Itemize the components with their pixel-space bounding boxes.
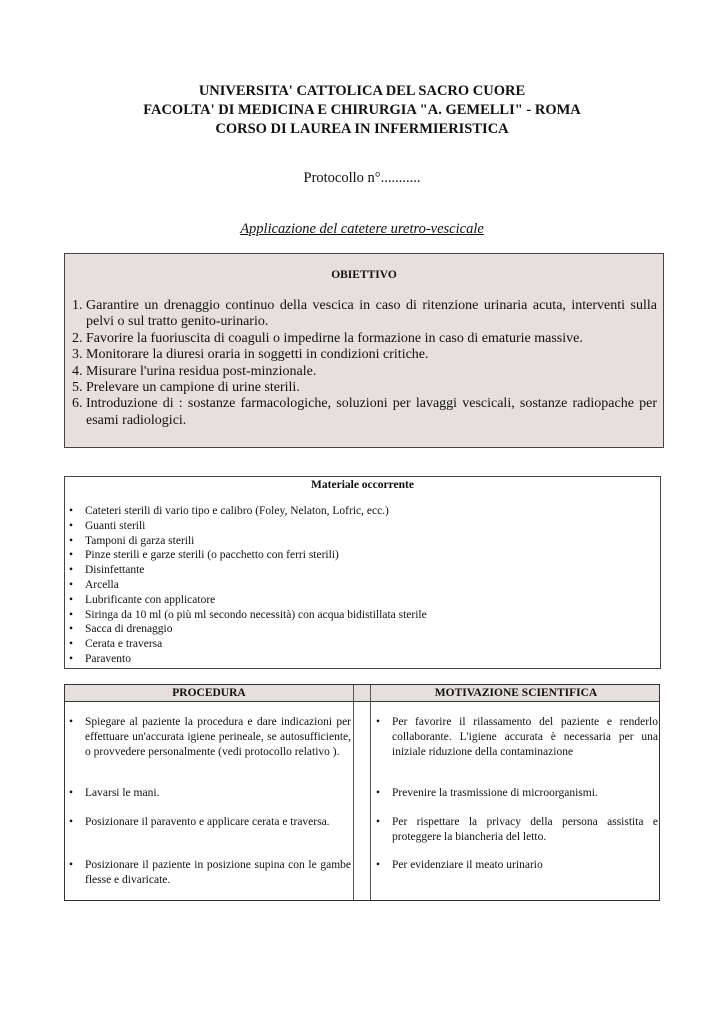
procedure-table-header (65, 685, 659, 702)
motivation-text: Per rispettare la privacy della persona assistita e proteggere la biancheria del letto. (392, 816, 658, 843)
motivation-column-header: MOTIVAZIONE SCIENTIFICA (434, 687, 598, 699)
procedure-cell (65, 715, 351, 759)
bullet-icon: • (376, 859, 381, 871)
material-item: • Arcella (65, 578, 660, 593)
procedure-text: Posizionare il paravento e applicare cerata e traversa. (85, 816, 330, 828)
bullet-icon: • (376, 816, 381, 828)
material-item: • Guanti sterili (65, 519, 660, 534)
bullet-icon: • (69, 787, 74, 799)
materials-heading: Materiale occorrente (311, 479, 414, 491)
material-item: • Siringa da 10 ml (o più ml secondo necessità) con acqua bidistillata sterile (65, 608, 660, 623)
materials-box (64, 476, 661, 669)
procedure-text: Lavarsi le mani. (85, 787, 160, 799)
course-name: CORSO DI LAUREA IN INFERMIERISTICA (215, 121, 509, 137)
column-divider (353, 685, 354, 900)
motivation-text: Per favorire il rilassamento del paziente e renderlo collaborante. L'igiene accurata è necessaria per una iniziale riduzione della contaminazione (392, 716, 658, 758)
procedure-table (64, 684, 660, 901)
motivation-text: Prevenire la trasmissione di microorganismi. (392, 787, 598, 799)
material-item: • Pinze sterili e garze sterili (o pacchetto con ferri sterili) (65, 548, 660, 563)
faculty-name: FACOLTA' DI MEDICINA E CHIRURGIA "A. GEMELLI" - ROMA (143, 102, 581, 118)
document-header (0, 82, 724, 139)
objective-item: 4. Misurare l'urina residua post-minzionale. (86, 364, 657, 380)
bullet-icon: • (69, 716, 74, 728)
motivation-cell (372, 858, 658, 873)
objective-box (64, 253, 664, 448)
motivation-cell (372, 715, 658, 759)
material-item: • Lubrificante con applicatore (65, 593, 660, 608)
objective-list (65, 298, 663, 429)
material-item: • Sacca di drenaggio (65, 622, 660, 637)
material-item: • Cerata e traversa (65, 637, 660, 652)
bullet-icon: • (376, 787, 381, 799)
objective-item: 1. Garantire un drenaggio continuo della vescica in caso di ritenzione urinaria acuta, interventi sulla pelvi o sul tratto genito-urinario. (86, 298, 657, 331)
material-item: • Cateteri sterili di vario tipo e calibro (Foley, Nelaton, Lofric, ecc.) (65, 504, 660, 519)
bullet-icon: • (69, 859, 74, 871)
procedure-cell (65, 786, 351, 801)
motivation-cell (372, 786, 658, 801)
objective-item: 3. Monitorare la diuresi oraria in soggetti in condizioni critiche. (86, 347, 657, 363)
procedure-column-header: PROCEDURA (172, 687, 246, 699)
material-item: • Tamponi di garza sterili (65, 534, 660, 549)
protocol-number: Protocollo n°........... (303, 170, 421, 186)
document-title: Applicazione del catetere uretro-vescicale (240, 221, 484, 237)
procedure-cell (65, 858, 351, 888)
bullet-icon: • (376, 716, 381, 728)
objective-heading: OBIETTIVO (331, 269, 397, 281)
column-divider (370, 685, 371, 900)
objective-item: 6. Introduzione di : sostanze farmacologiche, soluzioni per lavaggi vescicali, sostanze radiopache per esami radiologici. (86, 396, 657, 429)
motivation-cell (372, 815, 658, 845)
motivation-text: Per evidenziare il meato urinario (392, 859, 543, 871)
bullet-icon: • (69, 816, 74, 828)
procedure-cell (65, 815, 351, 830)
materials-list (65, 504, 660, 667)
objective-item: 5. Prelevare un campione di urine sterili. (86, 380, 657, 396)
procedure-text: Posizionare il paziente in posizione supina con le gambe flesse e divaricate. (85, 859, 351, 886)
material-item: • Paravento (65, 652, 660, 667)
material-item: • Disinfettante (65, 563, 660, 578)
procedure-text: Spiegare al paziente la procedura e dare indicazioni per effettuare un'accurata igiene perineale, se autosufficiente, o provvedere personalmente (vedi protocollo relativo ). (85, 716, 351, 758)
objective-item: 2. Favorire la fuoriuscita di coaguli o impedirne la formazione in caso di ematurie massive. (86, 331, 657, 347)
university-name: UNIVERSITA' CATTOLICA DEL SACRO CUORE (198, 83, 526, 99)
